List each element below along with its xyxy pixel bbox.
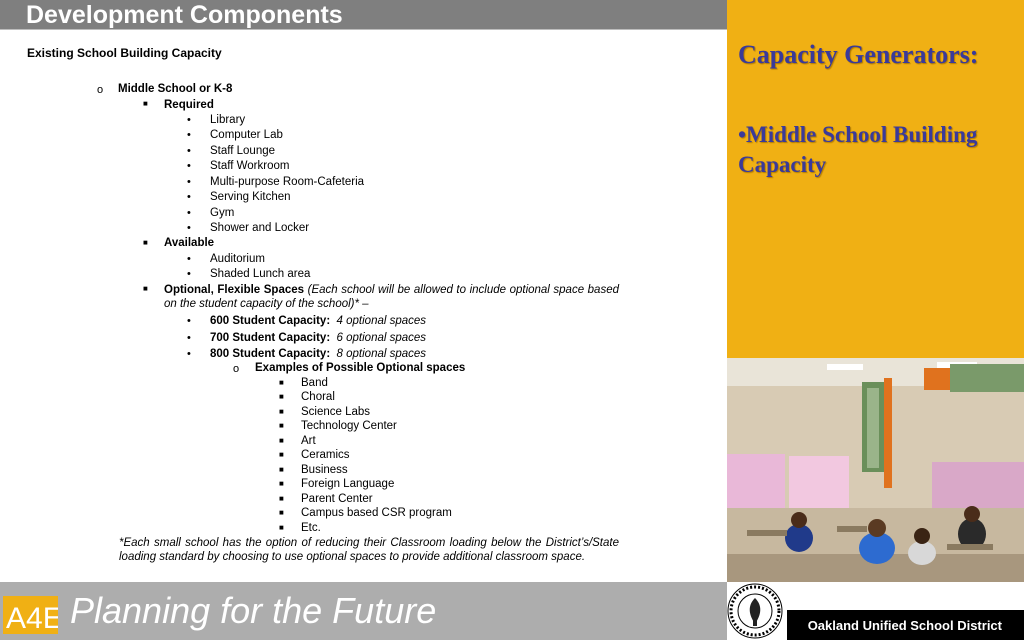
list-item: Foreign Language: [301, 478, 395, 490]
square-bullet-icon: ■: [143, 284, 148, 293]
capacity-generators-panel: [727, 0, 1024, 358]
list-item: Serving Kitchen: [210, 191, 291, 203]
list-item: Shower and Locker: [210, 222, 310, 234]
examples-label: Examples of Possible Optional spaces: [255, 362, 466, 374]
dot-bullet-icon: •: [187, 253, 191, 265]
district-seal-icon: [727, 582, 787, 640]
circle-bullet-icon: o: [233, 363, 240, 375]
panel-item: •Middle School Building Capacity: [738, 122, 978, 177]
dot-bullet-icon: •: [187, 222, 191, 234]
square-bullet-icon: ■: [279, 494, 284, 503]
a4e-logo-text: A4E: [6, 602, 58, 634]
section-heading: Existing School Building Capacity: [27, 46, 222, 60]
dot-bullet-icon: •: [187, 348, 191, 360]
optional-note: (Each school will be allowed to include optional space based on the student capacity of the school)* –: [164, 284, 619, 310]
capacity-value: 8 optional spaces: [336, 348, 427, 360]
square-bullet-icon: ■: [279, 378, 284, 387]
square-bullet-icon: ■: [279, 407, 284, 416]
square-bullet-icon: ■: [279, 450, 284, 459]
dot-bullet-icon: •: [187, 315, 191, 327]
capacity-value: 4 optional spaces: [336, 315, 427, 327]
a4e-logo-icon: [3, 596, 58, 634]
square-bullet-icon: ■: [279, 465, 284, 474]
list-item: Etc.: [301, 522, 321, 534]
classroom-photo: [727, 358, 1024, 582]
slide-title: Development Components: [26, 1, 343, 29]
dot-bullet-icon: •: [187, 145, 191, 157]
list-item: Business: [301, 464, 348, 476]
optional-description: [164, 283, 619, 311]
dot-bullet-icon: •: [187, 160, 191, 172]
capacity-row: [210, 331, 426, 345]
level1-heading: Middle School or K-8: [118, 83, 233, 95]
panel-title: Capacity Generators:: [738, 40, 979, 69]
square-bullet-icon: ■: [143, 238, 148, 247]
list-item: Art: [301, 435, 316, 447]
square-bullet-icon: ■: [279, 392, 284, 401]
district-name: Oakland Unified School District: [807, 618, 1002, 633]
square-bullet-icon: ■: [279, 523, 284, 532]
dot-bullet-icon: •: [187, 129, 191, 141]
list-item: Campus based CSR program: [301, 507, 452, 519]
capacity-label: 700 Student Capacity:: [210, 332, 331, 344]
available-label: Available: [164, 237, 215, 249]
dot-bullet-icon: •: [187, 114, 191, 126]
capacity-label: 800 Student Capacity:: [210, 348, 331, 360]
list-item: Library: [210, 114, 246, 126]
list-item: Gym: [210, 207, 235, 219]
square-bullet-icon: ■: [279, 436, 284, 445]
list-item: Parent Center: [301, 493, 373, 505]
list-item: Staff Workroom: [210, 160, 290, 172]
list-item: Science Labs: [301, 406, 371, 418]
dot-bullet-icon: •: [187, 176, 191, 188]
list-item: Technology Center: [301, 420, 397, 432]
optional-label: Optional, Flexible Spaces: [164, 284, 305, 296]
list-item: Choral: [301, 391, 335, 403]
title-bar: [0, 0, 727, 30]
list-item: Band: [301, 377, 328, 389]
capacity-label: 600 Student Capacity:: [210, 315, 331, 327]
square-bullet-icon: ■: [279, 508, 284, 517]
square-bullet-icon: ■: [279, 421, 284, 430]
list-item: Shaded Lunch area: [210, 268, 311, 280]
footnote: *Each small school has the option of reducing their Classroom loading below the District’s/State loading standard by choosing to use optional spaces to provide additional classroom space.: [119, 537, 619, 563]
capacity-row: [210, 347, 426, 361]
a4e-logo: [3, 596, 58, 634]
list-item: Multi-purpose Room-Cafeteria: [210, 176, 365, 188]
list-item: Computer Lab: [210, 129, 283, 141]
list-item: Ceramics: [301, 449, 350, 461]
dot-bullet-icon: •: [187, 332, 191, 344]
footer-bar: [0, 582, 727, 640]
circle-bullet-icon: o: [97, 84, 104, 96]
capacity-value: 6 optional spaces: [336, 332, 427, 344]
capacity-row: [210, 314, 426, 328]
classroom-photo-drawing: [727, 358, 1024, 582]
district-bar: [787, 610, 1024, 640]
list-item: Staff Lounge: [210, 145, 276, 157]
square-bullet-icon: ■: [279, 479, 284, 488]
dot-bullet-icon: •: [187, 207, 191, 219]
list-item: Auditorium: [210, 253, 265, 265]
district-branding: [727, 582, 1024, 640]
content-area: [0, 30, 727, 582]
required-label: Required: [164, 99, 214, 111]
dot-bullet-icon: •: [187, 191, 191, 203]
square-bullet-icon: ■: [143, 99, 148, 108]
dot-bullet-icon: •: [187, 268, 191, 280]
footer-title: Planning for the Future: [70, 590, 437, 631]
